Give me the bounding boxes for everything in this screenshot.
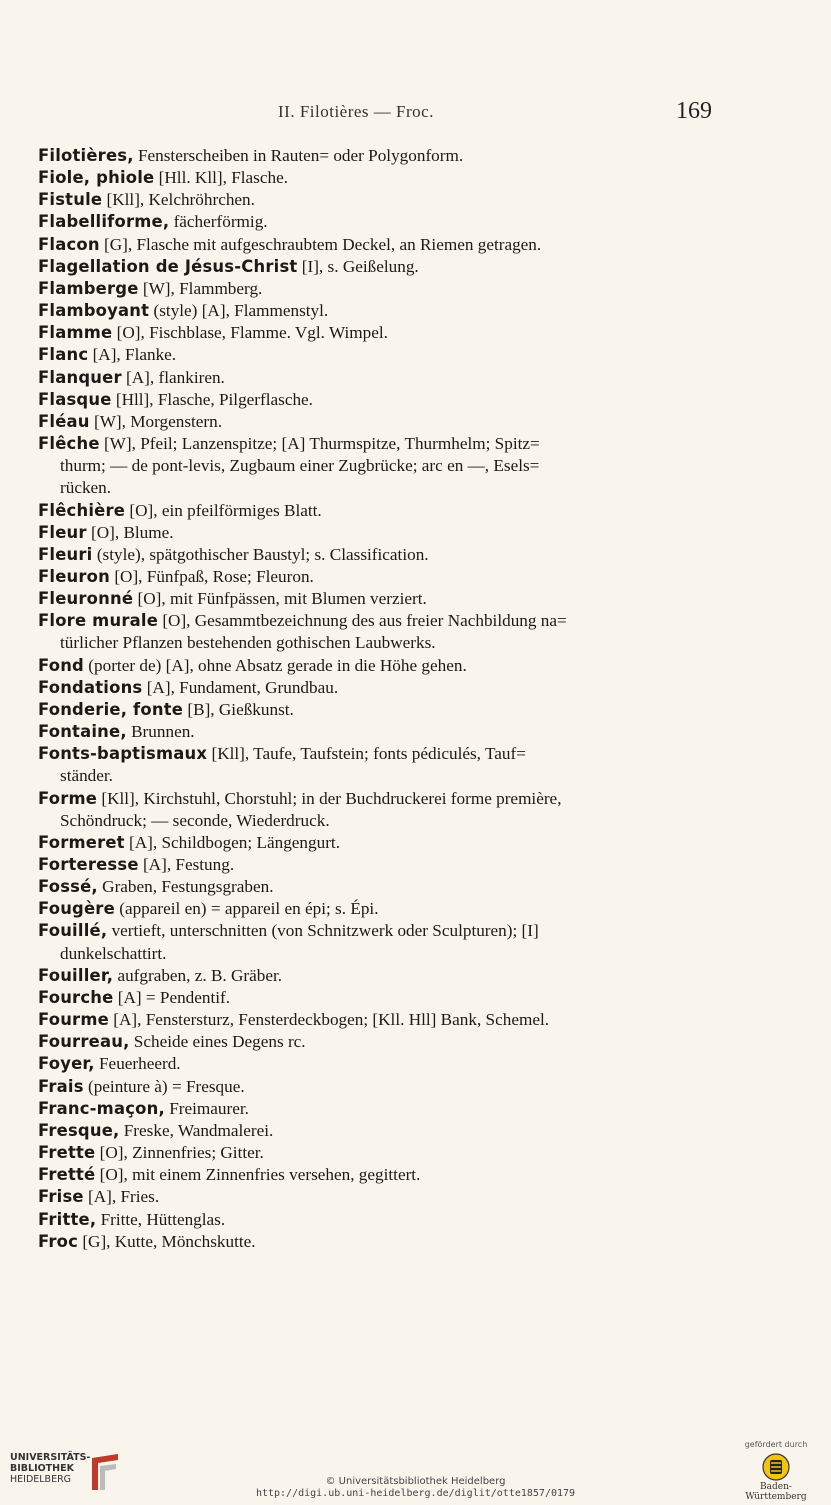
headword: Fontaine, <box>38 722 127 742</box>
definition: [I], s. Geißelung. <box>297 256 419 276</box>
glossary-entries <box>38 145 738 1253</box>
glossary-entry <box>38 167 738 189</box>
headword: Flamboyant <box>38 301 150 321</box>
definition: [Kll], Kelchröhrchen. <box>102 190 255 210</box>
headword: Froc <box>38 1231 79 1251</box>
headword: Forme <box>38 788 98 808</box>
definition: vertieft, unterschnitten (von Schnitzwerk oder Sculpturen); [I] <box>107 921 539 941</box>
definition: [W], Pfeil; Lanzenspitze; [A] Thurmspitze, Thurmhelm; Spitz= <box>99 434 540 454</box>
glossary-entry <box>38 211 738 233</box>
headword: Fiole, phiole <box>38 168 155 188</box>
glossary-entry <box>38 876 738 898</box>
definition: Graben, Festungsgraben. <box>97 877 274 897</box>
definition: [O], ein pfeilförmiges Blatt. <box>125 500 322 520</box>
definition: [O], mit einem Zinnenfries versehen, gegittert. <box>95 1165 421 1185</box>
headword: Flanquer <box>38 367 122 387</box>
library-line-1: UNIVERSITÄTS- <box>10 1452 91 1463</box>
glossary-entry <box>38 677 738 699</box>
definition: (peinture à) = Fresque. <box>83 1076 245 1096</box>
definition: [O], Blume. <box>86 522 174 542</box>
definition: Scheide eines Degens rc. <box>129 1032 306 1052</box>
definition: [O], Fünfpaß, Rose; Fleuron. <box>110 566 314 586</box>
definition: [A], Festung. <box>138 855 235 874</box>
running-header <box>0 98 831 128</box>
definition: [Hll. Kll], Flasche. <box>154 168 289 188</box>
definition: [B], Gießkunst. <box>183 699 294 719</box>
headword: Flamme <box>38 323 113 343</box>
definition: [G], Kutte, Mönchskutte. <box>78 1231 256 1251</box>
definition: [W], Morgenstern. <box>89 411 223 431</box>
entry-continuation <box>38 765 738 787</box>
headword: Fritte, <box>38 1209 97 1229</box>
definition: Fritte, Hüttenglas. <box>96 1209 226 1229</box>
headword: Fouiller, <box>38 965 114 985</box>
glossary-entry <box>38 854 738 876</box>
definition: Feuerheerd. <box>94 1054 181 1074</box>
glossary-entry <box>38 1053 738 1075</box>
definition: (appareil en) = appareil en épi; s. Épi. <box>114 899 379 919</box>
glossary-entry <box>38 544 738 566</box>
glossary-entry <box>38 278 738 300</box>
glossary-entry <box>38 389 738 411</box>
glossary-entry <box>38 1209 738 1231</box>
headword: Forteresse <box>38 855 139 874</box>
definition: [A] = Pendentif. <box>113 987 231 1007</box>
headword: Fleuri <box>38 544 93 564</box>
entry-continuation <box>38 943 738 965</box>
headword: Fretté <box>38 1165 96 1185</box>
running-title: II. Filotières — Froc. <box>278 102 434 121</box>
glossary-entry <box>38 411 738 433</box>
definition: [O], Gesammtbezeichnung des aus freier Nachbildung na= <box>158 611 567 631</box>
glossary-entry <box>38 344 738 366</box>
glossary-entry <box>38 655 738 677</box>
glossary-entry <box>38 322 738 344</box>
glossary-entry <box>38 234 738 256</box>
glossary-entry <box>38 1142 738 1164</box>
definition: [W], Flammberg. <box>138 278 263 298</box>
glossary-entry <box>38 256 738 278</box>
headword: Fleur <box>38 522 87 542</box>
sponsor-label: gefördert durch <box>744 1440 808 1449</box>
definition: Freske, Wandmalerei. <box>119 1120 274 1140</box>
glossary-entry <box>38 920 738 942</box>
headword: Foyer, <box>38 1054 95 1074</box>
headword: Flamberge <box>38 278 139 298</box>
headword: Fougère <box>38 899 115 919</box>
headword: Flanc <box>38 345 89 365</box>
glossary-entry <box>38 1186 738 1208</box>
entry-continuation <box>38 455 738 477</box>
definition: thurm; — de pont-levis, Zugbaum einer Zugbrücke; arc en —, Esels= <box>60 456 540 476</box>
entry-continuation <box>38 810 738 832</box>
glossary-entry <box>38 743 738 765</box>
glossary-entry <box>38 300 738 322</box>
headword: Fourreau, <box>38 1032 130 1052</box>
glossary-entry <box>38 1009 738 1031</box>
state-seal-icon <box>761 1452 791 1482</box>
definition: [O], Fischblase, Flamme. Vgl. Wimpel. <box>112 323 388 343</box>
glossary-entry <box>38 588 738 610</box>
headword: Fouillé, <box>38 921 108 941</box>
headword: Fistule <box>38 190 103 210</box>
definition: türlicher Pflanzen bestehenden gothischen Laubwerks. <box>60 633 436 653</box>
definition: ständer. <box>60 766 113 786</box>
definition: Schöndruck; — seconde, Wiederdruck. <box>60 810 330 830</box>
headword: Fourche <box>38 987 114 1007</box>
entry-continuation <box>38 477 738 499</box>
glossary-entry <box>38 566 738 588</box>
definition: [O], Zinnenfries; Gitter. <box>95 1143 264 1163</box>
glossary-entry <box>38 500 738 522</box>
glossary-entry <box>38 898 738 920</box>
definition: [A], Fundament, Grundbau. <box>142 677 339 697</box>
definition: (style), spätgothischer Baustyl; s. Classification. <box>92 544 429 564</box>
definition: (porter de) [A], ohne Absatz gerade in die Höhe gehen. <box>84 655 467 675</box>
glossary-entry <box>38 1120 738 1142</box>
headword: Franc-maçon, <box>38 1098 165 1118</box>
headword: Flacon <box>38 234 100 254</box>
headword: Fossé, <box>38 877 98 897</box>
glossary-entry <box>38 1076 738 1098</box>
definition: aufgraben, z. B. Gräber. <box>113 965 283 985</box>
library-line-3: HEIDELBERG <box>10 1474 72 1485</box>
definition: Brunnen. <box>126 722 195 742</box>
glossary-entry <box>38 522 738 544</box>
definition: [A], Fries. <box>83 1187 160 1207</box>
glossary-entry <box>38 788 738 810</box>
glossary-entry <box>38 1164 738 1186</box>
entry-continuation <box>38 632 738 654</box>
definition: (style) [A], Flammenstyl. <box>149 301 329 321</box>
definition: [O], mit Fünfpässen, mit Blumen verziert. <box>133 589 427 609</box>
headword: Fleuronné <box>38 589 134 609</box>
glossary-entry <box>38 1231 738 1253</box>
definition: [Kll], Kirchstuhl, Chorstuhl; in der Buchdruckerei forme première, <box>97 788 562 808</box>
definition: [A], Schildbogen; Längengurt. <box>124 832 340 852</box>
glossary-entry <box>38 965 738 987</box>
library-line-2: BIBLIOTHEK <box>10 1463 74 1474</box>
headword: Fondations <box>38 677 143 697</box>
headword: Formeret <box>38 832 125 852</box>
glossary-entry <box>38 832 738 854</box>
footer <box>0 1440 831 1505</box>
headword: Fonderie, fonte <box>38 699 184 719</box>
definition: [A], Fenstersturz, Fensterdeckbogen; [Kll. Hll] Bank, Schemel. <box>108 1010 550 1030</box>
glossary-entry <box>38 699 738 721</box>
headword: Filotières, <box>38 146 134 165</box>
glossary-entry <box>38 189 738 211</box>
glossary-entry <box>38 367 738 389</box>
headword: Fresque, <box>38 1120 120 1140</box>
headword: Fond <box>38 655 84 675</box>
sponsor-name: Baden-Württemberg <box>745 1482 807 1502</box>
definition: Fensterscheiben in Rauten= oder Polygonform. <box>133 146 464 165</box>
definition: [Kll], Taufe, Taufstein; fonts pédiculés, Tauf= <box>207 744 526 764</box>
headword: Frise <box>38 1187 84 1207</box>
headword: Flabelliforme, <box>38 212 170 232</box>
glossary-entry <box>38 433 738 455</box>
headword: Frette <box>38 1143 96 1163</box>
headword: Flêche <box>38 434 100 454</box>
headword: Flasque <box>38 389 112 409</box>
page-number: 169 <box>676 98 712 124</box>
definition: [A], flankiren. <box>121 367 225 387</box>
headword: Flêchière <box>38 500 126 520</box>
copyright: © Universitätsbibliothek Heidelberg <box>325 1476 506 1487</box>
headword: Frais <box>38 1076 84 1096</box>
headword: Fleuron <box>38 566 111 586</box>
glossary-entry <box>38 987 738 1009</box>
headword: Fléau <box>38 411 90 431</box>
definition: [A], Flanke. <box>88 345 177 365</box>
headword: Fourme <box>38 1010 109 1030</box>
headword: Flore murale <box>38 611 159 631</box>
definition: dunkelschattirt. <box>60 943 167 963</box>
definition: Freimaurer. <box>164 1098 249 1118</box>
headword: Flagellation de Jésus-Christ <box>38 256 298 276</box>
headword: Fonts-baptismaux <box>38 744 208 764</box>
permalink[interactable]: http://digi.ub.uni-heidelberg.de/diglit/otte1857/0179 <box>255 1488 576 1499</box>
sponsor <box>731 1440 821 1502</box>
definition: fächerförmig. <box>169 212 268 232</box>
glossary-entry <box>38 721 738 743</box>
glossary-entry <box>38 1031 738 1053</box>
glossary-entry <box>38 1098 738 1120</box>
definition: rücken. <box>60 478 112 498</box>
definition: [Hll], Flasche, Pilgerflasche. <box>111 389 313 409</box>
definition: [G], Flasche mit aufgeschraubtem Deckel, an Riemen getragen. <box>99 234 542 254</box>
glossary-entry <box>38 610 738 632</box>
glossary-entry <box>38 145 738 167</box>
